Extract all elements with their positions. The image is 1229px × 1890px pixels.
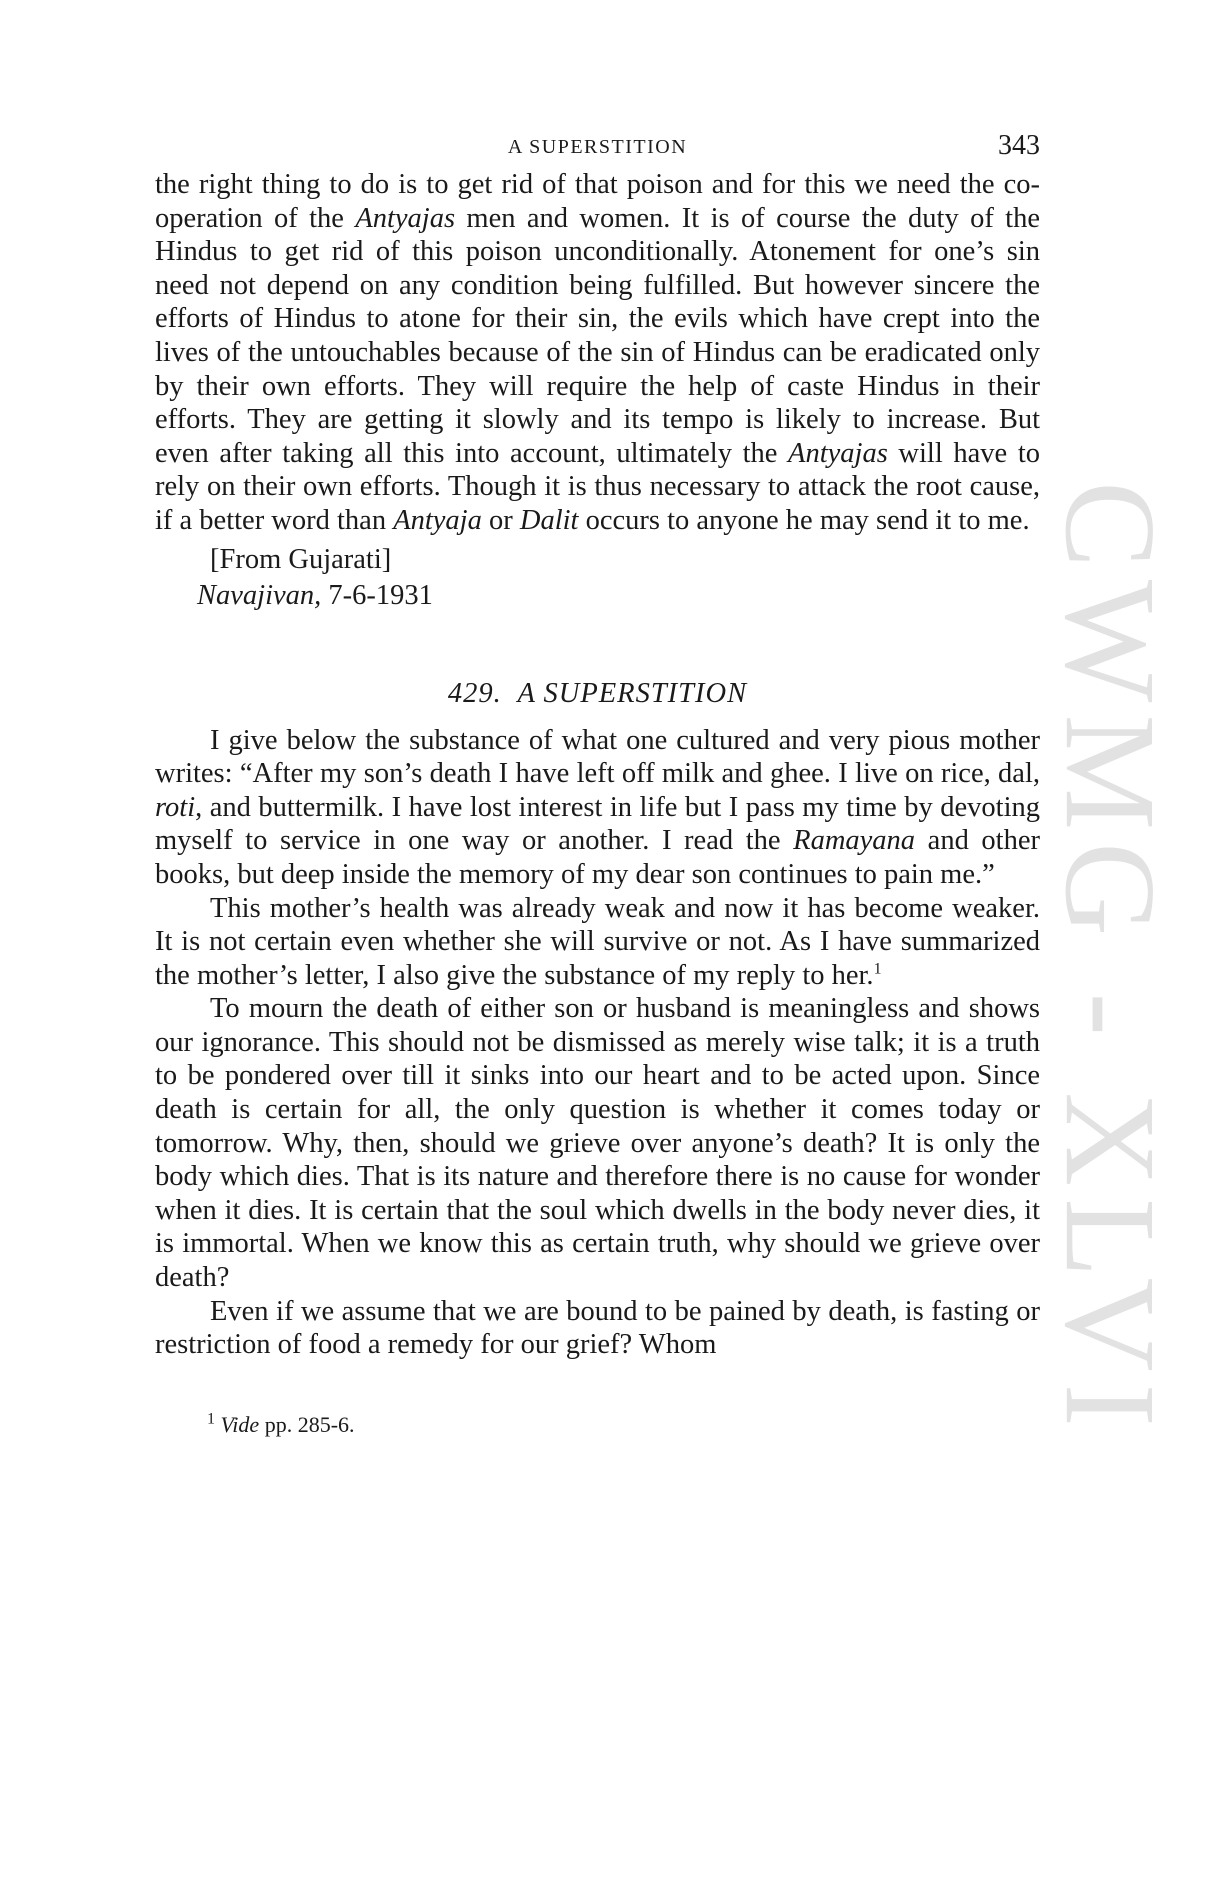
cwmg-watermark (1038, 480, 1183, 1440)
article-paragraph-2 (155, 892, 1040, 993)
italic-term: Antyajas (788, 437, 888, 469)
source-note: [From Gujarati] (210, 543, 392, 575)
running-header (155, 128, 1040, 168)
publication-line (197, 578, 1040, 614)
italic-term: Antyajas (355, 202, 456, 234)
article-paragraph-4: Even if we assume that we are bound to be pained by death, is fasting or restriction of food a remedy for our grief? Whom (155, 1295, 1040, 1361)
text-run: and other books, but deep inside the memory of my dear son continues to pain me.” (155, 825, 1040, 890)
article-paragraph-3: To mourn the death of either son or husband is meaningless and shows our ignorance. This should not be dismissed as merely wise talk; it is a truth to be pondered over till it sinks into our heart and to be acted upon. Since death is certain for all, the only question is whether it comes today or tomorrow. Why, then, should we grieve over anyone’s death? It is only the body which dies. That is its nature and therefore there is no cause for wonder when it dies. It is certain that the soul which dwells in the body never dies, it is immortal. When we know this as certain truth, why should we grieve over death? (155, 993, 1040, 1294)
text-run: I give below the substance of what one cultured and very pious mother writes: “After my son’s death I have left off milk and ghee. I live on rice, dal, (155, 724, 1040, 790)
publication-name: Navajivan, (197, 579, 322, 611)
footnote-marker: 1 (207, 1410, 215, 1428)
publication-date: 7-6-1931 (328, 579, 433, 611)
running-title: A SUPERSTITION (507, 136, 688, 158)
text-run: men and women. It is of course the duty of the Hindus to get rid of this poison unconditionally. Atonement for one’s sin need not depend on any condition being fulfilled. But however sincere the efforts of Hindus to atone for their sin, the evils which have crept into the lives of the untouchables because of the sin of Hindus can be eradicated only by their own efforts. They will require the help of caste Hindus in their efforts. They are getting it slowly and its tempo is likely to increase. But even after taking all this into account, ultimately the (155, 202, 1041, 469)
footnote-text: pp. 285-6. (259, 1411, 355, 1437)
footnote-vide: Vide (220, 1411, 260, 1437)
italic-term: Ramayana (793, 825, 916, 857)
continuation-paragraph (155, 168, 1040, 538)
text-run: occurs to anyone he may send it to me. (578, 504, 1030, 536)
footnote-reference: 1 (873, 960, 882, 978)
text-run: , and buttermilk. I have lost interest in life but I pass my time by devoting myself to service in one way or another. I read the (155, 791, 1040, 857)
article-number: 429. (447, 677, 502, 709)
text-run: the right thing to do is to get rid of that poison and for this we need the co-operation of the (155, 169, 1040, 234)
watermark-text: CWMG - XLVI (1038, 481, 1183, 1439)
italic-term: roti (155, 791, 196, 823)
text-run: This mother’s health was already weak and now it has become weaker. It is not certain even whether she will survive or not. As I have summarized the mother’s letter, I also give the substance of my reply to her. (155, 892, 1040, 991)
article-title: A SUPERSTITION (517, 677, 748, 709)
text-run: will have to rely on their own efforts. Though it is thus necessary to attack the root cause, if a better word than (155, 437, 1040, 536)
article-paragraph-1 (155, 724, 1040, 892)
italic-term: Dalit (519, 504, 579, 536)
italic-term: Antyaja (393, 504, 482, 536)
document-page (155, 128, 1040, 1438)
page-number: 343 (998, 130, 1040, 161)
footnote (207, 1412, 1040, 1438)
article-heading (155, 678, 1040, 710)
text-run: or (481, 504, 520, 536)
